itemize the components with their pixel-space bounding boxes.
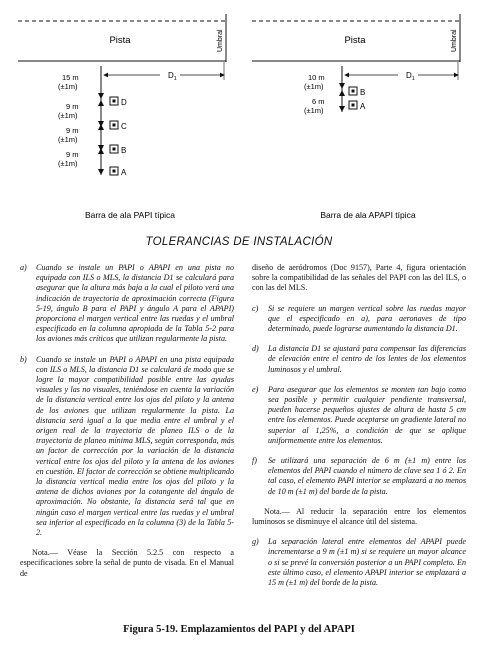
note-paragraph: Nota.— Al reducir la separación entre los elementos luminosos se disminuye el alcance útil del sistema. bbox=[252, 506, 466, 527]
light-unit-c bbox=[110, 121, 127, 131]
spacing-1-tol: (±1m) bbox=[58, 82, 78, 91]
apapi-spacing-1-tol: (±1m) bbox=[304, 82, 324, 91]
item-label: f) bbox=[252, 456, 257, 466]
svg-text:B: B bbox=[121, 146, 127, 155]
tick-arrow bbox=[98, 148, 104, 154]
light-unit-b bbox=[349, 87, 365, 97]
item-text: La distancia D1 se ajustará para compensar las diferencias de elevación entre el centro de los lentes de los elementos luminosos y el umbral. bbox=[268, 344, 466, 374]
papi-apapi-diagram bbox=[0, 0, 478, 228]
svg-text:D: D bbox=[121, 98, 127, 107]
distance-label: $D_1$ bbox=[168, 71, 177, 82]
svg-text:C: C bbox=[121, 122, 127, 131]
tick-arrow bbox=[339, 90, 345, 96]
light-unit-d bbox=[110, 97, 127, 107]
left-column bbox=[20, 263, 234, 589]
tick-arrow bbox=[98, 100, 104, 106]
distance-label: $D_1$ bbox=[406, 71, 415, 82]
svg-text:B: B bbox=[360, 88, 366, 97]
tick-arrow bbox=[339, 83, 345, 89]
tick-arrow bbox=[98, 93, 104, 99]
list-item-b bbox=[20, 355, 234, 539]
item-label: d) bbox=[252, 344, 259, 354]
light-unit-a bbox=[110, 167, 127, 177]
tick-arrow bbox=[98, 169, 104, 175]
spacing-2-tol: (±1m) bbox=[58, 111, 78, 120]
item-label: b) bbox=[20, 354, 27, 364]
threshold-label: Umbral bbox=[451, 29, 458, 52]
tick-arrow bbox=[98, 124, 104, 130]
list-item-f bbox=[252, 456, 466, 497]
item-label: g) bbox=[252, 537, 259, 547]
spacing-2-value: 9 m bbox=[66, 102, 79, 111]
threshold-label: Umbral bbox=[217, 29, 224, 52]
runway-label: Pista bbox=[109, 35, 131, 46]
apapi-spacing-2-tol: (±1m) bbox=[304, 106, 324, 115]
spacing-1-value: 15 m bbox=[62, 73, 79, 82]
papi-diagram bbox=[18, 14, 226, 220]
item-text: Se utilizará una separación de 6 m (±1 m) entre los elementos del PAPI cuando el número de clave sea 1 ó 2. En tal caso, el elemento PAPI interior se emplazará a no menos de 10 m (±1 m) del borde de la pista. bbox=[268, 456, 466, 496]
note-paragraph: Nota.— Véase la Sección 5.2.5 con respecto a especificaciones sobre la señal de punto de visada. En el Manual de bbox=[20, 548, 234, 578]
list-item-g bbox=[252, 537, 466, 588]
item-label: a) bbox=[20, 263, 27, 272]
light-unit-b bbox=[110, 145, 126, 155]
apapi-caption: Barra de ala APAPI típica bbox=[320, 210, 416, 220]
apapi-diagram bbox=[252, 14, 460, 220]
right-column bbox=[252, 263, 466, 598]
continuation-paragraph: diseño de aeródromos (Doc 9157), Parte 4, figura orientación sobre la compatibilidad de las señales del PAPI con las del ILS, o con las del MLS. bbox=[252, 263, 466, 293]
svg-text:A: A bbox=[360, 102, 366, 111]
item-label: e) bbox=[252, 384, 259, 394]
figure-caption: Figura 5-19. Emplazamientos del PAPI y del APAPI bbox=[123, 624, 355, 635]
runway-label: Pista bbox=[344, 35, 366, 46]
tick-arrow bbox=[339, 106, 345, 112]
item-label: c) bbox=[252, 303, 259, 313]
spacing-4-value: 9 m bbox=[66, 150, 79, 159]
item-text: Cuando se instale un PAPI o APAPI en una pista no equipada con ILS o MLS, la distancia D1 se calculará para asegurar que la altura más baja a la cual el piloto verá una indicación de trayectoria de aproximación correcta (Figura 5-19, ángulo B para el PAPI y ángulo A para el APAPI) proporciona el margen vertical entre las ruedas y el umbral especificado en la columna apropiada de la Tabla 5-2 para los aviones más críticos que utilizan regularmente la pista. bbox=[36, 263, 234, 344]
item-text: Si se requiere un margen vertical sobre las ruedas mayor que el especificado en a), para aeronaves de tipo determinado, puede lograrse aumentando la distancia D1. bbox=[268, 303, 466, 334]
item-text: Para asegurar que los elementos se monten tan bajo como sea posible y permitir cualquier pendiente transversal, pueden hacerse pequeños ajustes de altura de hasta 5 cm entre los elementos. Puede aceptarse un gradiente lateral no superior al 1,25%, a condición de que se aplique uniformemente entre los elementos. bbox=[268, 384, 466, 445]
light-unit-a bbox=[349, 101, 366, 111]
papi-caption: Barra de ala PAPI típica bbox=[84, 210, 176, 220]
list-item-d bbox=[252, 344, 466, 375]
item-text: La separación lateral entre elementos del APAPI puede incrementarse a 9 m (±1 m) si se requiere un mayor alcance o si se prevé la conversión posterior a un PAPI completo. En este último caso, el elemento APAPI interior se emplazará a 15 m (±1 m) del borde de la pista. bbox=[268, 537, 466, 588]
section-heading: TOLERANCIAS DE INSTALACIÓN bbox=[145, 236, 333, 248]
apapi-spacing-1-value: 10 m bbox=[308, 73, 325, 82]
apapi-spacing-2-value: 6 m bbox=[312, 97, 325, 106]
spacing-3-value: 9 m bbox=[66, 126, 79, 135]
list-item-e bbox=[252, 385, 466, 446]
svg-text:A: A bbox=[121, 168, 127, 177]
spacing-4-tol: (±1m) bbox=[58, 159, 78, 168]
list-item-a bbox=[20, 263, 234, 345]
list-item-c bbox=[252, 304, 466, 335]
spacing-3-tol: (±1m) bbox=[58, 135, 78, 144]
item-text: Cuando se instale un PAPI o APAPI en una pista equipada con ILS o MLS, la distancia D1 se calculará de modo que se logre la mayor compatibilidad posible entre las ayudas visuales y las no visuales, teniéndose en cuenta la variación de la distancia vertical entre los ojos del piloto y la antena de los aviones que utilizan regularmente la pista. La distancia será igual a la que media entre el umbral y el origen real de la trayectoria de planeo ILS o de la trayectoria de planeo mínima MLS, según corresponda, más un factor de corrección por la variación de la distancia vertical entre los ojos del piloto y la antena de los aviones en cuestión. El factor de corrección se obtiene multiplicando la distancia vertical media entre los ojos del piloto y la antena de dichos aviones por la cotangente del ángulo de aproximación. No obstante, la distancia será tal que en ningún caso el margen vertical entre las ruedas y el umbral sea inferior al especificado en la columna (3) de la Tabla 5-2. bbox=[36, 354, 234, 538]
